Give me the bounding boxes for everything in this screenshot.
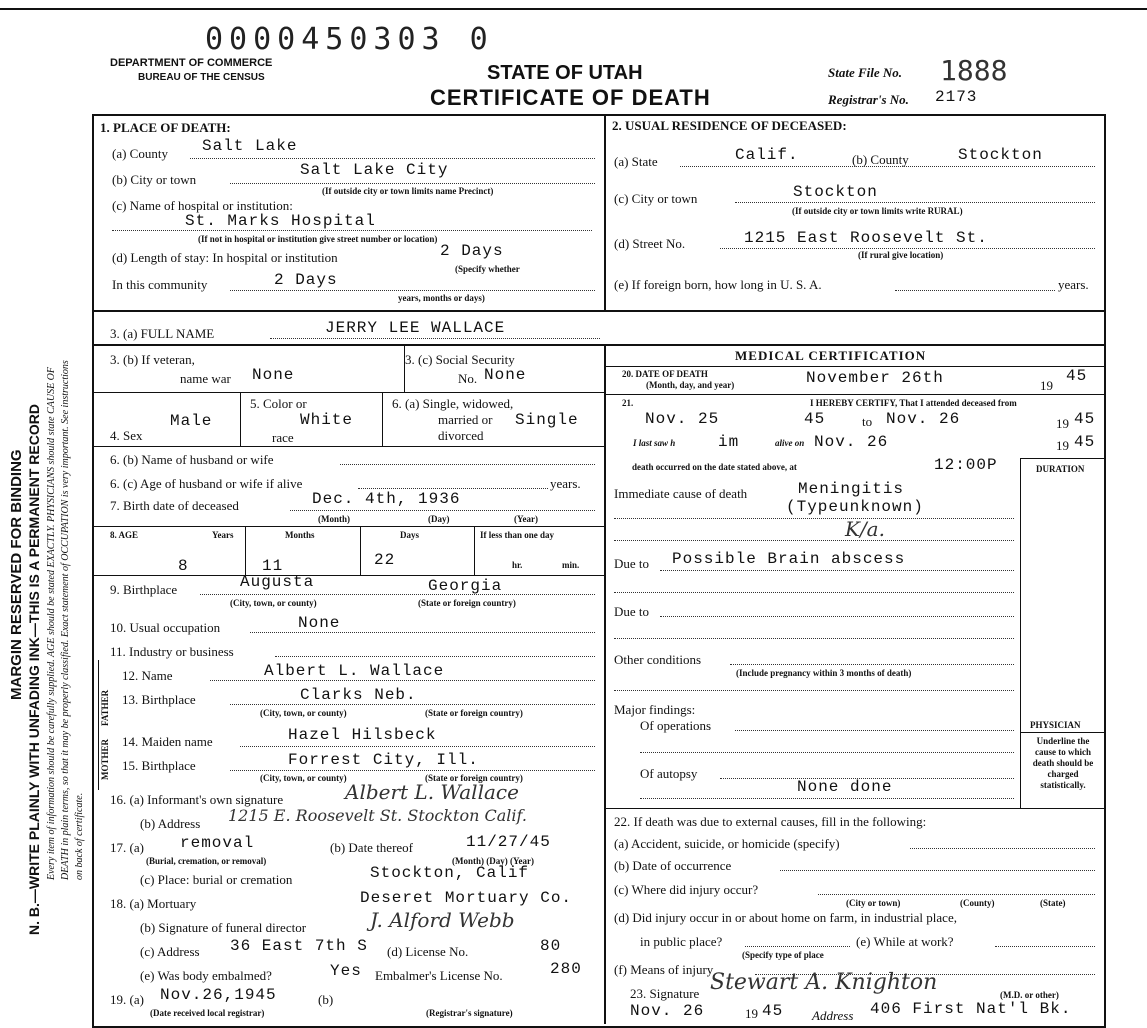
means-label: (f) Means of injury <box>614 962 714 977</box>
physician-address-label: Address <box>812 1008 854 1023</box>
divider <box>245 526 246 575</box>
divider <box>1020 458 1021 808</box>
dod-century: 19 <box>1040 378 1053 393</box>
registrar-number: 2173 <box>935 88 978 106</box>
state-file-label: State File No. <box>828 65 903 80</box>
immediate-cause-3: K/a. <box>845 517 885 541</box>
marital-label-1: 6. (a) Single, widowed, <box>392 396 514 411</box>
item-21: 21. <box>622 398 634 408</box>
external-causes-label: 22. If death was due to external causes, fill in the following: <box>614 814 927 829</box>
father-name-label: 12. Name <box>122 668 173 683</box>
alive-on-label: alive on <box>775 438 805 448</box>
stay-label: (d) Length of stay: In hospital or institution <box>112 250 338 265</box>
father-note-2: (State or foreign country) <box>425 708 523 718</box>
birthplace-note-2: (State or foreign country) <box>418 598 516 608</box>
attended-century: 19 <box>1056 416 1069 431</box>
received-label: 19. (a) <box>110 992 144 1007</box>
certificate-title: CERTIFICATE OF DEATH <box>430 85 711 110</box>
dod-year: 45 <box>1066 367 1088 385</box>
burial-place-label: (c) Place: burial or cremation <box>140 872 293 887</box>
divider <box>92 526 604 527</box>
divider <box>92 446 604 447</box>
physician-note: Underline the cause to which death should be charged statistically. <box>1032 736 1094 790</box>
res-city-label: (c) City or town <box>614 191 698 206</box>
burial-date-label: (b) Date thereof <box>330 840 414 855</box>
burial-label: 17. (a) <box>110 840 144 855</box>
veteran-war-label: name war <box>180 371 231 386</box>
father-note-1: (City, town, or county) <box>260 708 347 718</box>
license: 80 <box>540 937 562 955</box>
mother-name-label: 14. Maiden name <box>122 734 213 749</box>
state-file-number: 1888 <box>940 54 1008 87</box>
community-note: years, months or days) <box>398 293 485 303</box>
veteran: None <box>252 366 295 384</box>
signature-year: 45 <box>762 1002 784 1020</box>
major-findings-label: Major findings: <box>614 702 696 717</box>
stay-note: (Specify whether <box>455 264 520 274</box>
due-to-1-label: Due to <box>614 556 650 571</box>
department: DEPARTMENT OF COMMERCE <box>110 57 273 69</box>
where-note-1: (City or town) <box>846 898 901 908</box>
sex-label: 4. Sex <box>110 428 143 443</box>
parent-bracket <box>98 660 99 790</box>
divider <box>92 310 1104 312</box>
spouse-label: 6. (b) Name of husband or wife <box>110 452 274 467</box>
burial-date-note: (Month) (Day) (Year) <box>452 856 534 866</box>
physician-label: PHYSICIAN <box>1030 720 1081 730</box>
mortuary-address: 36 East 7th S <box>230 937 368 955</box>
birthdate-label: 7. Birth date of deceased <box>110 498 239 513</box>
ssn-label: 3. (c) Social Security <box>405 352 515 367</box>
ssn: None <box>484 366 527 384</box>
hospital-note: (If not in hospital or institution give street number or location) <box>198 234 438 244</box>
color: White <box>300 411 354 429</box>
occurrence-label: (b) Date of occurrence <box>614 858 732 873</box>
work-label: (e) While at work? <box>856 934 954 949</box>
father-side: FATHER <box>100 689 110 726</box>
physician-address: 406 First Nat'l Bk. <box>870 1000 1072 1018</box>
foreign-label: (e) If foreign born, how long in U. S. A. <box>614 277 822 292</box>
margin-note-1: Every item of information should be carefully supplied. AGE should be stated EXACTLY. PHYSICIANS should state CAUSE OF <box>46 366 57 880</box>
md-label: (M.D. or other) <box>1000 990 1059 1000</box>
license-label: (d) License No. <box>387 944 469 959</box>
signature-date: Nov. 26 <box>630 1002 705 1020</box>
margin-binding-text: MARGIN RESERVED FOR BINDING <box>8 449 25 700</box>
autopsy: None done <box>797 778 893 796</box>
full-name-label: 3. (a) FULL NAME <box>110 326 215 341</box>
street-label: (d) Street No. <box>614 236 686 251</box>
hospital-label: (c) Name of hospital or institution: <box>112 198 293 213</box>
day-note: (Day) <box>428 514 450 524</box>
city-note: (If outside city or town limits name Precinct) <box>322 186 494 196</box>
informant-address: 1215 E. Roosevelt St. Stockton Calif. <box>228 806 527 825</box>
marital-label-3: divorced <box>438 428 484 443</box>
mother-side: MOTHER <box>100 738 110 780</box>
serial-number: 0000450303 0 <box>205 22 494 57</box>
registrar-label: Registrar's No. <box>828 92 909 107</box>
residence-heading: 2. USUAL RESIDENCE OF DECEASED: <box>612 118 847 133</box>
signature-century: 19 <box>745 1006 758 1021</box>
mother-name: Hazel Hilsbeck <box>288 726 437 744</box>
occupation: None <box>298 614 341 632</box>
birthplace-note-1: (City, town, or county) <box>230 598 317 608</box>
death-city: Salt Lake City <box>300 161 449 179</box>
director-label: (b) Signature of funeral director <box>140 920 307 935</box>
burial-note: (Burial, cremation, or removal) <box>146 856 267 866</box>
divider <box>604 808 1104 809</box>
father-name: Albert L. Wallace <box>264 662 445 680</box>
age-months-label: Months <box>285 530 315 540</box>
birthdate: Dec. 4th, 1936 <box>312 490 461 508</box>
mother-bp: Forrest City, Ill. <box>288 751 479 769</box>
divider <box>92 344 1104 346</box>
operations-label: Of operations <box>640 718 712 733</box>
street: 1215 East Roosevelt St. <box>744 229 988 247</box>
mortuary-address-label: (c) Address <box>140 944 200 959</box>
last-saw-label: I last saw h <box>633 438 676 448</box>
duration-label: DURATION <box>1036 464 1085 474</box>
other-note: (Include pregnancy within 3 months of death) <box>736 668 912 678</box>
other-conditions-label: Other conditions <box>614 652 702 667</box>
attended-from: Nov. 25 <box>645 410 720 428</box>
time-of-death: 12:00P <box>934 456 998 474</box>
accident-label: (a) Accident, suicide, or homicide (specify) <box>614 836 840 851</box>
age-days-label: Days <box>400 530 420 540</box>
divider <box>240 392 241 446</box>
mother-note-1: (City, town, or county) <box>260 773 347 783</box>
embalmed: Yes <box>330 962 362 980</box>
where-label: (c) Where did injury occur? <box>614 882 759 897</box>
divider <box>382 392 383 446</box>
ssn-no-label: No. <box>458 371 478 386</box>
attended-to-label: to <box>862 414 873 429</box>
mother-bp-label: 15. Birthplace <box>122 758 196 773</box>
death-county: Salt Lake <box>202 137 298 155</box>
physician-signature: Stewart A. Knighton <box>710 970 938 995</box>
foreign-years: years. <box>1058 277 1089 292</box>
veteran-label: 3. (b) If veteran, <box>110 352 195 367</box>
age-lt-label: If less than one day <box>480 530 555 540</box>
hospital: St. Marks Hospital <box>185 212 376 230</box>
home-label: (d) Did injury occur in or about home on farm, in industrial place, <box>614 910 957 925</box>
divider <box>604 366 1104 367</box>
burial-date: 11/27/45 <box>466 833 551 851</box>
community: 2 Days <box>274 271 338 289</box>
where-note-2: (County) <box>960 898 995 908</box>
embalmed-label: (e) Was body embalmed? <box>140 968 272 983</box>
date-of-death: November 26th <box>806 369 944 387</box>
embalmer-license-label: Embalmer's License No. <box>375 968 503 983</box>
due-to-2-label: Due to <box>614 604 650 619</box>
res-county-label: (b) County <box>852 152 909 167</box>
alive-century: 19 <box>1056 438 1069 453</box>
received-date: Nov.26,1945 <box>160 986 277 1004</box>
birthplace-label: 9. Birthplace <box>110 582 178 597</box>
bureau: BUREAU OF THE CENSUS <box>138 72 265 83</box>
burial-place: Stockton, Calif <box>370 864 530 882</box>
informant-label: 16. (a) Informant's own signature <box>110 792 284 807</box>
month-note: (Month) <box>318 514 350 524</box>
immediate-cause: Meningitis <box>798 480 905 498</box>
divider <box>604 344 606 1024</box>
marital-label-2: married or <box>438 412 493 427</box>
immediate-cause-2: (Typeunknown) <box>786 498 924 516</box>
stay: 2 Days <box>440 242 504 260</box>
certify-text: I HEREBY CERTIFY, That I attended deceased from <box>810 398 1017 408</box>
attended-to: Nov. 26 <box>886 410 961 428</box>
res-county: Stockton <box>958 146 1043 164</box>
year-note: (Year) <box>514 514 538 524</box>
attended-to-year: 45 <box>1074 410 1096 428</box>
age-min: min. <box>562 560 580 570</box>
street-note: (If rural give location) <box>858 250 944 260</box>
res-state-label: (a) State <box>614 154 658 169</box>
received-note: (Date received local registrar) <box>150 1008 265 1018</box>
divider <box>360 526 361 575</box>
embalmer-license: 280 <box>550 960 582 978</box>
signature-label: 23. Signature <box>630 986 700 1001</box>
place-heading: 1. PLACE OF DEATH: <box>100 120 231 135</box>
dod-label-2: (Month, day, and year) <box>646 380 735 390</box>
color-label: 5. Color or <box>250 396 307 411</box>
divider <box>474 526 475 575</box>
where-note-3: (State) <box>1040 898 1066 908</box>
occurred-label: death occurred on the date stated above, at <box>632 462 797 472</box>
sex: Male <box>170 412 213 430</box>
full-name: JERRY LEE WALLACE <box>325 319 506 337</box>
res-state: Calif. <box>735 146 799 164</box>
divider <box>604 114 606 310</box>
death-county-label: (a) County <box>112 146 168 161</box>
divider <box>92 575 604 576</box>
margin-note-2: DEATH in plain terms, so that it may be properly classified. Exact statement of OCCUPATION is very important. See instructions <box>60 360 71 880</box>
attended-from-year: 45 <box>804 410 826 428</box>
birthplace-state: Georgia <box>428 577 503 595</box>
top-rule <box>0 8 1147 10</box>
divider <box>92 392 604 393</box>
spouse-age-label: 6. (c) Age of husband or wife if alive <box>110 476 303 491</box>
alive-year: 45 <box>1074 433 1096 451</box>
age-label: 8. AGE <box>110 530 139 540</box>
age-years: 8 <box>178 557 189 575</box>
race-label: race <box>272 430 294 445</box>
father-bp-label: 13. Birthplace <box>122 692 196 707</box>
age-days: 22 <box>374 551 396 569</box>
immediate-cause-label: Immediate cause of death <box>614 486 748 501</box>
community-label: In this community <box>112 277 208 292</box>
res-city: Stockton <box>793 183 878 201</box>
specify-note: (Specify type of place <box>742 950 824 960</box>
autopsy-label: Of autopsy <box>640 766 698 781</box>
registrar-sig-note: (Registrar's signature) <box>426 1008 513 1018</box>
public-label: in public place? <box>640 934 723 949</box>
mortuary: Deseret Mortuary Co. <box>360 889 573 907</box>
father-bp: Clarks Neb. <box>300 686 417 704</box>
age-years-label: Years <box>212 530 234 540</box>
burial: removal <box>180 834 255 852</box>
margin-instructions: N. B.—WRITE PLAINLY WITH UNFADING INK—THIS IS A PERMANENT RECORD <box>26 404 42 935</box>
alive-on: Nov. 26 <box>814 433 889 451</box>
occupation-label: 10. Usual occupation <box>110 620 221 635</box>
divider <box>1020 458 1104 459</box>
registrar-sig-label: (b) <box>318 992 334 1007</box>
informant-address-label: (b) Address <box>140 816 201 831</box>
dod-label: 20. DATE OF DEATH <box>622 369 708 379</box>
industry-label: 11. Industry or business <box>110 644 234 659</box>
last-saw: im <box>718 433 740 451</box>
mortuary-label: 18. (a) Mortuary <box>110 896 197 911</box>
director-signature: J. Alford Webb <box>370 908 515 932</box>
marital: Single <box>515 411 579 429</box>
divider <box>1020 732 1104 733</box>
age-hr: hr. <box>512 560 523 570</box>
medical-heading: MEDICAL CERTIFICATION <box>735 348 927 363</box>
spouse-age-years: years. <box>550 476 581 491</box>
res-city-note: (If outside city or town limits write RURAL) <box>792 206 963 216</box>
death-city-label: (b) City or town <box>112 172 197 187</box>
age-months: 11 <box>262 557 284 575</box>
informant-signature: Albert L. Wallace <box>345 780 519 804</box>
due-to-1: Possible Brain abscess <box>672 550 906 568</box>
divider <box>604 394 1104 395</box>
margin-note-3: on back of certificate. <box>74 792 85 880</box>
state-title: STATE OF UTAH <box>487 62 643 84</box>
mother-note-2: (State or foreign country) <box>425 773 523 783</box>
birthplace-city: Augusta <box>240 573 315 591</box>
